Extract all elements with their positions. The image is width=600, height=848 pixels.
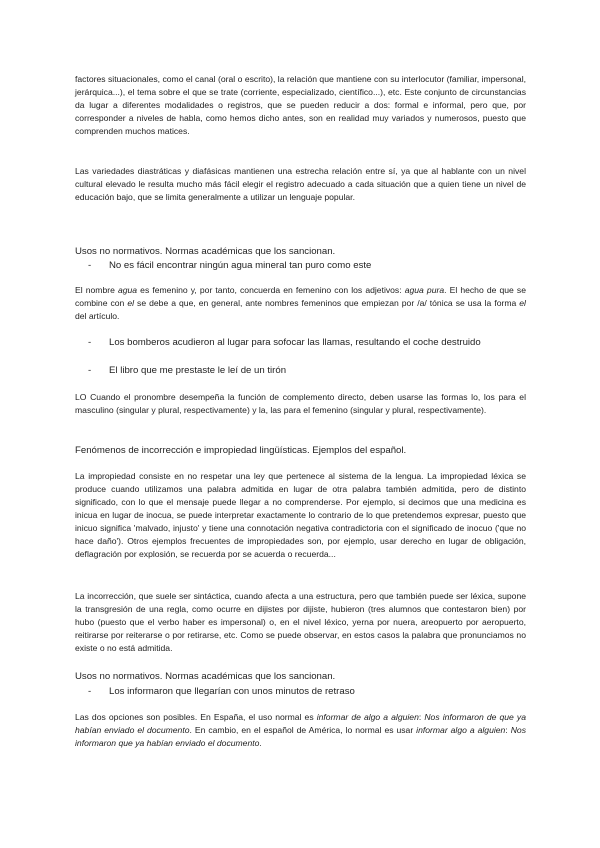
paragraph-impropiedad: La impropiedad consiste en no respetar una ley que pertenece al sistema de la lengua. La impropiedad léxica se produce cuando utilizamos una palabra admitida en lugar de otra palabra también admitida, pero de distinto significado, con lo que el mensaje puede llegar a no comprenderse. Por ejemplo, si decimos que una medicina es inicua en lugar de inocua, se puede interpretar exactamente lo contrario de lo que pretendemos expresar, puesto que inicuo significa 'malvado, injusto' y tiene una connotación negativa contradictoria con el significado de inocuo ('que no hace daño'). Otros ejemplos frecuentes de impropiedades son, por ejemplo, usar derecho en lugar de obligación, deflagración por explosión, se recuerda por se acuerda o recuerda... [75, 471, 526, 559]
bullet-dash: - [88, 260, 92, 271]
paragraph-lo-pronombre: LO Cuando el pronombre desempeña la función de complemento directo, deben usarse las formas lo, los para el masculino (singular y plural, respectivamente) y la, las para el femenino (singular y plural, respectivamente). [75, 392, 526, 415]
heading-fenomenos: Fenómenos de incorrección e impropiedad lingüísticas. Ejemplos del español. [75, 445, 407, 456]
bullet-libro [88, 364, 526, 377]
bullet-text: El libro que me prestaste le leí de un tirón [109, 365, 287, 376]
bullet-agua-mineral [88, 259, 526, 272]
heading-usos-no-normativos-2: Usos no normativos. Normas académicas que los sancionan. [75, 671, 336, 682]
bullet-text: No es fácil encontrar ningún agua mineral tan puro como este [109, 260, 372, 271]
bullet-text: Los bomberos acudieron al lugar para sofocar las llamas, resultando el coche destruido [109, 337, 481, 348]
paragraph-registros: factores situacionales, como el canal (oral o escrito), la relación que mantiene con su interlocutor (familiar, impersonal, jerárquica...), el tema sobre el que se trate (corriente, especializado, científico...), etc. Este conjunto de circunstancias da lugar a diferentes modalidades o registros, que se pueden reducir a dos: formal e informal, pero que, por corresponder a niveles de habla, como hemos dicho antes, son en realidad muy variados y numerosos, puesto que comprenden muchos matices. [75, 74, 526, 136]
bullet-informaron [88, 685, 526, 698]
heading-usos-no-normativos-1: Usos no normativos. Normas académicas que los sancionan. [75, 246, 336, 257]
paragraph-variedades: Las variedades diastráticas y diafásicas mantienen una estrecha relación entre sí, ya que al hablante con un nivel cultural elevado le resulta mucho más fácil elegir el registro adecuado a cada situación que a quien tiene un nivel de educación bajo, que se limita generalmente a utilizar un lenguaje popular. [75, 166, 526, 202]
bullet-bomberos [88, 336, 526, 349]
paragraph-agua: El nombre agua es femenino y, por tanto, concuerda en femenino con los adjetivos: agua pura. El hecho de que se combine con el se debe a que, en general, ante nombres femeninos que empiezan por /a/ tónica se usa la forma el del artículo. [75, 285, 526, 321]
bullet-dash: - [88, 365, 92, 376]
bullet-text: Los informaron que llegarían con unos minutos de retraso [109, 686, 355, 697]
paragraph-dos-opciones: Las dos opciones son posibles. En España, el uso normal es informar de algo a alguien: Nos informaron de que ya habían enviado el documento. En cambio, en el español de América, lo normal es usar informar algo a alguien: Nos informaron que ya habían enviado el documento. [75, 712, 526, 748]
bullet-dash: - [88, 686, 92, 697]
paragraph-incorreccion: La incorrección, que suele ser sintáctica, cuando afecta a una estructura, pero que también puede ser léxica, supone la transgresión de una regla, como ocurre en dijistes por dijiste, hubieron (tres alumnos que contestaron bien) por hubo (puesto que el verbo haber es impersonal) o, en el nivel léxico, yerna por nuera, areopuerto por aeropuerto, reitirarse por reiterarse o por retirarse, etc. Como se puede observar, en estos casos la palabra que pronunciamos no existe o no está admitida. [75, 591, 526, 653]
bullet-dash: - [88, 337, 92, 348]
